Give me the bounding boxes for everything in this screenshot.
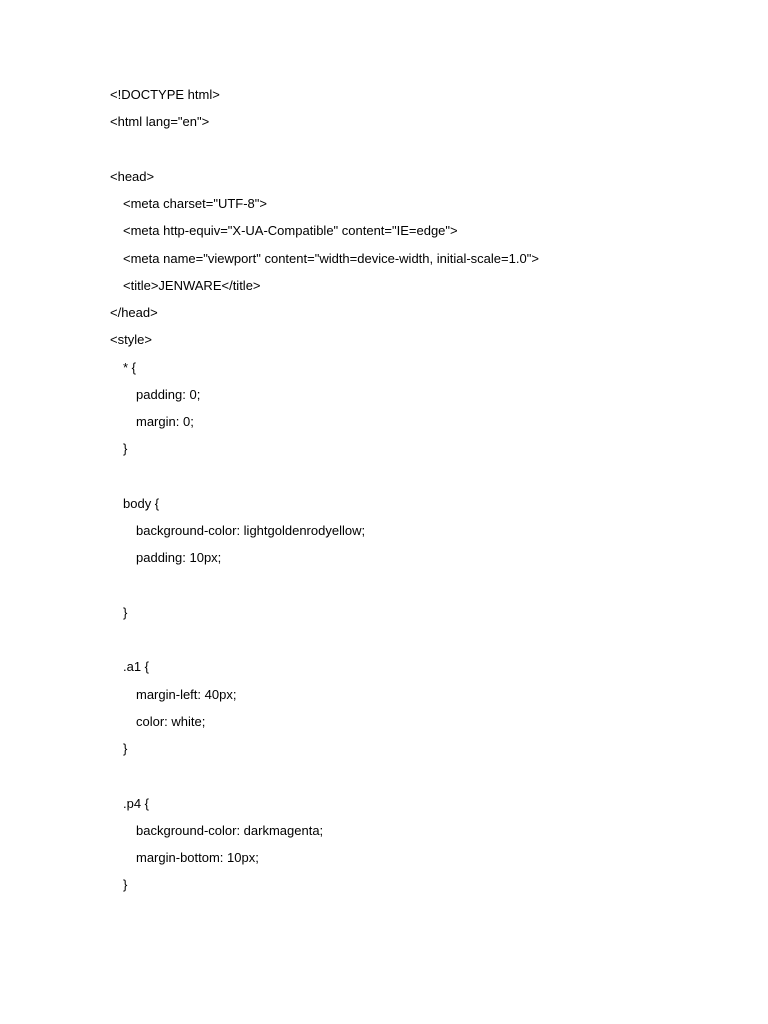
code-line: padding: 0; [136,386,201,402]
blank-line [110,765,730,792]
code-line: } [123,877,128,893]
code-line: padding: 10px; [136,550,222,566]
code-line: * { [123,359,137,375]
code-line: <meta http-equiv="X-UA-Compatible" content="IE=edge"> [123,223,458,239]
code-line: <title>JENWARE</title> [123,277,261,293]
code-line: <!DOCTYPE html> [110,87,220,102]
code-line: .p4 { [123,795,150,811]
code-line: body { [123,495,160,511]
code-line: <meta name="viewport" content="width=device-width, initial-scale=1.0"> [123,250,539,266]
code-line: <style> [110,332,152,348]
code-line: background-color: darkmagenta; [136,822,324,838]
code-line: margin-left: 40px; [136,686,237,702]
code-line: } [123,741,128,756]
blank-line [110,466,730,493]
blank-line [110,575,730,602]
code-line: background-color: lightgoldenrodyellow; [136,523,366,538]
code-line: } [123,604,128,620]
code-line: </head> [110,305,158,320]
code-line: <meta charset="UTF-8"> [123,196,267,211]
code-line: color: white; [136,713,206,729]
code-line: } [123,441,128,457]
blank-line [110,139,730,166]
blank-line [110,629,730,656]
code-line: <head> [110,168,155,184]
code-line: <html lang="en"> [110,114,210,130]
code-listing [110,84,730,902]
code-line: .a1 { [123,659,150,675]
code-line: margin: 0; [136,414,194,429]
code-line: margin-bottom: 10px; [136,850,259,865]
